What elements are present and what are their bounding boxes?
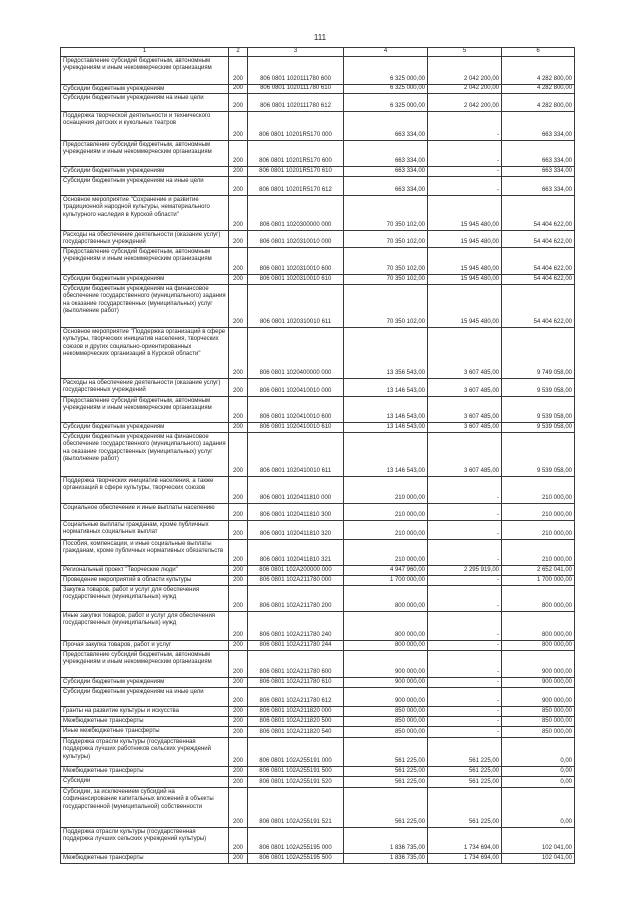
row-amount-col-5: 3 607 485,00	[428, 397, 502, 423]
row-amount-col-5: -	[428, 167, 502, 177]
row-amount-col-6: 54 404 622,00	[502, 248, 575, 275]
row-classification-code: 806 0801 1020111780 612	[248, 94, 344, 112]
row-amount-col-6: 4 282 800,00	[502, 57, 575, 85]
row-amount-col-4: 561 225,00	[344, 788, 428, 828]
row-amount-col-6: 210 000,00	[502, 504, 575, 521]
row-description: Субсидии бюджетным учреждениям	[61, 423, 229, 433]
row-amount-col-6: 54 404 622,00	[502, 285, 575, 328]
header-row	[61, 48, 575, 57]
row-amount-col-6: 800 000,00	[502, 612, 575, 641]
row-description: Субсидии, за исключением субсидий на софинансирование капитальных вложений в объекты государственной (муниципальной) собственности	[61, 788, 229, 828]
row-line-code: 200	[229, 248, 248, 275]
table-row	[61, 540, 575, 566]
row-classification-code: 806 0801 1020410010 611	[248, 433, 344, 477]
row-amount-col-5: -	[428, 141, 502, 167]
row-amount-col-5: -	[428, 576, 502, 586]
row-description: Субсидии бюджетным учреждениям на финансовое обеспечение государственного (муниципального) задания на оказание государственных (муниципальных) услуг (выполнение работ)	[61, 433, 229, 477]
table-row	[61, 85, 575, 94]
row-description: Поддержка творческих инициатив населения, а также организаций в сфере культуры, творческих союзов	[61, 477, 229, 504]
table-row	[61, 727, 575, 738]
row-amount-col-4: 900 000,00	[344, 678, 428, 688]
row-classification-code: 806 0801 102A255195 000	[248, 828, 344, 854]
table-row	[61, 57, 575, 85]
row-description: Межбюджетные трансферты	[61, 767, 229, 777]
table-row	[61, 167, 575, 177]
header-col-3: 3	[248, 48, 344, 57]
row-classification-code: 806 0801 102A211780 000	[248, 576, 344, 586]
row-line-code: 200	[229, 177, 248, 196]
header-col-2: 2	[229, 48, 248, 57]
row-amount-col-6: 102 041,00	[502, 854, 575, 864]
row-amount-col-4: 561 225,00	[344, 777, 428, 788]
row-amount-col-4: 210 000,00	[344, 477, 428, 504]
row-line-code: 200	[229, 521, 248, 540]
row-amount-col-5: 561 225,00	[428, 738, 502, 767]
row-amount-col-4: 850 000,00	[344, 727, 428, 738]
row-amount-col-5: -	[428, 477, 502, 504]
row-description: Субсидии бюджетным учреждениям на иные цели	[61, 94, 229, 112]
row-amount-col-6: 900 000,00	[502, 651, 575, 678]
row-description: Расходы на обеспечение деятельности (оказание услуг) государственных учреждений	[61, 231, 229, 248]
row-amount-col-4: 4 947 960,00	[344, 566, 428, 576]
row-amount-col-4: 210 000,00	[344, 504, 428, 521]
row-amount-col-4: 800 000,00	[344, 586, 428, 612]
row-amount-col-4: 800 000,00	[344, 612, 428, 641]
row-amount-col-6: 0,00	[502, 788, 575, 828]
table-row	[61, 285, 575, 328]
row-line-code: 200	[229, 788, 248, 828]
table-body	[61, 57, 575, 864]
row-amount-col-6: 4 282 800,00	[502, 94, 575, 112]
row-amount-col-5: -	[428, 504, 502, 521]
table-header	[61, 48, 575, 57]
table-row	[61, 641, 575, 651]
budget-table	[60, 47, 575, 864]
table-row	[61, 788, 575, 828]
row-amount-col-4: 13 146 543,00	[344, 433, 428, 477]
row-line-code: 200	[229, 231, 248, 248]
row-line-code: 200	[229, 285, 248, 328]
row-description: Иные закупки товаров, работ и услуг для обеспечения государственных (муниципальных) нужд	[61, 612, 229, 641]
row-line-code: 200	[229, 576, 248, 586]
table-row	[61, 231, 575, 248]
row-amount-col-4: 70 350 102,00	[344, 196, 428, 231]
row-amount-col-5: -	[428, 688, 502, 707]
row-amount-col-5: -	[428, 707, 502, 717]
row-classification-code: 806 0801 1020410010 600	[248, 397, 344, 423]
row-description: Гранты на развитие культуры и искусства	[61, 707, 229, 717]
row-classification-code: 806 0801 1020410010 000	[248, 379, 344, 397]
row-line-code: 200	[229, 767, 248, 777]
table-row	[61, 521, 575, 540]
row-line-code: 200	[229, 540, 248, 566]
row-description: Поддержка отрасли культуры (государственная поддержка лучших сельских учреждений культуры)	[61, 828, 229, 854]
row-amount-col-5: -	[428, 612, 502, 641]
row-amount-col-6: 800 000,00	[502, 586, 575, 612]
row-line-code: 200	[229, 651, 248, 678]
row-classification-code: 806 0801 1020111780 600	[248, 57, 344, 85]
row-amount-col-5: 3 607 485,00	[428, 328, 502, 379]
row-line-code: 200	[229, 586, 248, 612]
row-amount-col-5: 15 945 480,00	[428, 196, 502, 231]
row-amount-col-5: -	[428, 540, 502, 566]
row-amount-col-6: 9 539 058,00	[502, 379, 575, 397]
row-description: Субсидии бюджетным учреждениям	[61, 85, 229, 94]
row-line-code: 200	[229, 854, 248, 864]
row-amount-col-4: 13 146 543,00	[344, 423, 428, 433]
row-description: Поддержка творческой деятельности и технического оснащения детских и кукольных театров	[61, 112, 229, 141]
row-amount-col-4: 800 000,00	[344, 641, 428, 651]
row-classification-code: 806 0801 1020400000 000	[248, 328, 344, 379]
row-amount-col-6: 54 404 622,00	[502, 196, 575, 231]
row-classification-code: 806 0801 102A255191 521	[248, 788, 344, 828]
table-row	[61, 328, 575, 379]
row-classification-code: 806 0801 1020111780 610	[248, 85, 344, 94]
row-description: Межбюджетные трансферты	[61, 717, 229, 727]
row-amount-col-4: 561 225,00	[344, 738, 428, 767]
row-amount-col-6: 4 282 800,00	[502, 85, 575, 94]
table-row	[61, 477, 575, 504]
row-amount-col-6: 9 539 058,00	[502, 423, 575, 433]
table-row	[61, 678, 575, 688]
row-amount-col-6: 663 334,00	[502, 167, 575, 177]
row-description: Проведение мероприятий в области культуры	[61, 576, 229, 586]
row-amount-col-4: 70 350 102,00	[344, 275, 428, 285]
row-amount-col-6: 850 000,00	[502, 717, 575, 727]
table-row	[61, 651, 575, 678]
row-classification-code: 806 0801 1020410010 610	[248, 423, 344, 433]
row-description: Прочая закупка товаров, работ и услуг	[61, 641, 229, 651]
row-line-code: 200	[229, 678, 248, 688]
row-classification-code: 806 0801 1020310010 610	[248, 275, 344, 285]
row-amount-col-6: 9 539 058,00	[502, 433, 575, 477]
row-amount-col-6: 663 334,00	[502, 141, 575, 167]
row-line-code: 200	[229, 777, 248, 788]
row-classification-code: 806 0801 1020411810 320	[248, 521, 344, 540]
row-amount-col-4: 850 000,00	[344, 717, 428, 727]
row-line-code: 200	[229, 167, 248, 177]
row-amount-col-6: 54 404 622,00	[502, 275, 575, 285]
row-amount-col-4: 210 000,00	[344, 540, 428, 566]
row-classification-code: 806 0801 102A211780 600	[248, 651, 344, 678]
row-amount-col-5: 15 945 480,00	[428, 231, 502, 248]
table-row	[61, 586, 575, 612]
row-classification-code: 806 0801 102A211820 500	[248, 717, 344, 727]
row-amount-col-4: 663 334,00	[344, 177, 428, 196]
table-row	[61, 112, 575, 141]
row-line-code: 200	[229, 727, 248, 738]
row-amount-col-4: 70 350 102,00	[344, 285, 428, 328]
table-row	[61, 94, 575, 112]
row-description: Предоставление субсидий бюджетным, автономным учреждениям и иным некоммерческим организациям	[61, 248, 229, 275]
row-line-code: 200	[229, 397, 248, 423]
page-number: 111	[313, 33, 327, 42]
row-amount-col-6: 900 000,00	[502, 678, 575, 688]
row-amount-col-6: 900 000,00	[502, 688, 575, 707]
row-description: Субсидии бюджетным учреждениям	[61, 275, 229, 285]
row-classification-code: 806 0801 102A211780 200	[248, 586, 344, 612]
row-classification-code: 806 0801 10201R5170 612	[248, 177, 344, 196]
row-amount-col-4: 6 325 000,00	[344, 85, 428, 94]
row-amount-col-5: 561 225,00	[428, 788, 502, 828]
row-amount-col-4: 13 356 543,00	[344, 328, 428, 379]
row-line-code: 200	[229, 717, 248, 727]
table-row	[61, 433, 575, 477]
row-amount-col-6: 850 000,00	[502, 727, 575, 738]
table-row	[61, 576, 575, 586]
row-amount-col-6: 663 334,00	[502, 112, 575, 141]
table-row	[61, 854, 575, 864]
row-line-code: 200	[229, 141, 248, 167]
row-line-code: 200	[229, 85, 248, 94]
row-classification-code: 806 0801 1020310010 000	[248, 231, 344, 248]
row-description: Иные межбюджетные трансферты	[61, 727, 229, 738]
row-classification-code: 806 0801 1020300000 000	[248, 196, 344, 231]
row-amount-col-6: 663 334,00	[502, 177, 575, 196]
row-line-code: 200	[229, 275, 248, 285]
row-amount-col-5: -	[428, 177, 502, 196]
row-description: Субсидии	[61, 777, 229, 788]
row-amount-col-6: 850 000,00	[502, 707, 575, 717]
row-line-code: 200	[229, 433, 248, 477]
row-line-code: 200	[229, 688, 248, 707]
header-col-4: 4	[344, 48, 428, 57]
row-classification-code: 806 0801 1020310010 600	[248, 248, 344, 275]
row-line-code: 200	[229, 379, 248, 397]
row-description: Предоставление субсидий бюджетным, автономным учреждениям и иным некоммерческим организациям	[61, 57, 229, 85]
row-classification-code: 806 0801 102A200000 000	[248, 566, 344, 576]
row-amount-col-5: -	[428, 112, 502, 141]
table-row	[61, 196, 575, 231]
row-amount-col-6: 102 041,00	[502, 828, 575, 854]
row-amount-col-6: 210 000,00	[502, 521, 575, 540]
row-amount-col-4: 13 146 543,00	[344, 379, 428, 397]
row-description: Закупка товаров, работ и услуг для обеспечения государственных (муниципальных) нужд	[61, 586, 229, 612]
row-classification-code: 806 0801 1020310010 611	[248, 285, 344, 328]
header-col-1: 1	[61, 48, 229, 57]
table-row	[61, 738, 575, 767]
row-amount-col-4: 1 836 735,00	[344, 854, 428, 864]
row-line-code: 200	[229, 707, 248, 717]
row-amount-col-4: 13 146 543,00	[344, 397, 428, 423]
row-description: Социальное обеспечение и иные выплаты населению	[61, 504, 229, 521]
row-amount-col-5: -	[428, 727, 502, 738]
row-line-code: 200	[229, 94, 248, 112]
row-line-code: 200	[229, 423, 248, 433]
row-amount-col-4: 1 836 735,00	[344, 828, 428, 854]
row-amount-col-4: 70 350 102,00	[344, 248, 428, 275]
table-row	[61, 275, 575, 285]
row-amount-col-4: 663 334,00	[344, 167, 428, 177]
row-classification-code: 806 0801 102A211820 000	[248, 707, 344, 717]
row-amount-col-6: 9 749 058,00	[502, 328, 575, 379]
row-description: Субсидии бюджетным учреждениям на финансовое обеспечение государственного (муниципального) задания на оказание государственных (муниципальных) услуг (выполнение работ)	[61, 285, 229, 328]
row-amount-col-5: 3 607 485,00	[428, 379, 502, 397]
row-line-code: 200	[229, 641, 248, 651]
row-description: Региональный проект "Творческие люди"	[61, 566, 229, 576]
row-amount-col-6: 800 000,00	[502, 641, 575, 651]
row-line-code: 200	[229, 504, 248, 521]
table-row	[61, 688, 575, 707]
row-amount-col-4: 561 225,00	[344, 767, 428, 777]
row-amount-col-4: 900 000,00	[344, 651, 428, 678]
row-amount-col-5: 3 607 485,00	[428, 423, 502, 433]
row-classification-code: 806 0801 102A211820 540	[248, 727, 344, 738]
row-description: Субсидии бюджетным учреждениям	[61, 678, 229, 688]
row-amount-col-5: -	[428, 586, 502, 612]
row-line-code: 200	[229, 328, 248, 379]
row-amount-col-4: 663 334,00	[344, 141, 428, 167]
table-row	[61, 248, 575, 275]
row-amount-col-5: 561 225,00	[428, 777, 502, 788]
row-amount-col-4: 70 350 102,00	[344, 231, 428, 248]
row-amount-col-4: 900 000,00	[344, 688, 428, 707]
row-description: Предоставление субсидий бюджетным, автономным учреждениям и иным некоммерческим организациям	[61, 141, 229, 167]
row-classification-code: 806 0801 10201R5170 600	[248, 141, 344, 167]
table-row	[61, 397, 575, 423]
row-amount-col-5: 1 734 694,00	[428, 854, 502, 864]
row-classification-code: 806 0801 102A211780 244	[248, 641, 344, 651]
row-description: Субсидии бюджетным учреждениям	[61, 167, 229, 177]
row-amount-col-4: 210 000,00	[344, 521, 428, 540]
row-description: Поддержка отрасли культуры (государственная поддержка лучших работников сельских учреждений культуры)	[61, 738, 229, 767]
row-amount-col-6: 210 000,00	[502, 540, 575, 566]
row-amount-col-5: 1 734 694,00	[428, 828, 502, 854]
row-classification-code: 806 0801 102A255195 500	[248, 854, 344, 864]
table-row	[61, 777, 575, 788]
row-description: Субсидии бюджетным учреждениям на иные цели	[61, 177, 229, 196]
row-line-code: 200	[229, 566, 248, 576]
row-amount-col-4: 663 334,00	[344, 112, 428, 141]
table-row	[61, 141, 575, 167]
row-classification-code: 806 0801 102A255191 520	[248, 777, 344, 788]
row-classification-code: 806 0801 102A255191 500	[248, 767, 344, 777]
row-amount-col-5: -	[428, 641, 502, 651]
row-amount-col-5: 2 042 200,00	[428, 94, 502, 112]
table-row	[61, 566, 575, 576]
row-classification-code: 806 0801 102A211780 240	[248, 612, 344, 641]
row-description: Пособия, компенсации, и иные социальные выплаты гражданам, кроме публичных нормативных обязательств	[61, 540, 229, 566]
row-amount-col-5: 2 042 200,00	[428, 85, 502, 94]
row-classification-code: 806 0801 102A211780 610	[248, 678, 344, 688]
row-amount-col-5: -	[428, 521, 502, 540]
row-amount-col-4: 6 325 000,00	[344, 94, 428, 112]
row-amount-col-5: -	[428, 651, 502, 678]
row-amount-col-6: 0,00	[502, 767, 575, 777]
row-amount-col-5: 15 945 480,00	[428, 285, 502, 328]
row-classification-code: 806 0801 102A255191 000	[248, 738, 344, 767]
table-row	[61, 379, 575, 397]
table-row	[61, 828, 575, 854]
row-line-code: 200	[229, 57, 248, 85]
row-line-code: 200	[229, 612, 248, 641]
row-description: Основное мероприятие "Поддержка организаций в сфере культуры, творческих инициатив населения, творческих союзов и других социально-ориентированных некоммерческих организаций в Курской области"	[61, 328, 229, 379]
row-line-code: 200	[229, 738, 248, 767]
table-row	[61, 423, 575, 433]
row-amount-col-5: 2 295 919,00	[428, 566, 502, 576]
row-amount-col-6: 210 000,00	[502, 477, 575, 504]
row-classification-code: 806 0801 1020411810 000	[248, 477, 344, 504]
row-amount-col-4: 850 000,00	[344, 707, 428, 717]
row-amount-col-5: 15 945 480,00	[428, 248, 502, 275]
row-classification-code: 806 0801 1020411810 300	[248, 504, 344, 521]
row-amount-col-6: 9 539 058,00	[502, 397, 575, 423]
row-amount-col-5: 3 607 485,00	[428, 433, 502, 477]
table-row	[61, 504, 575, 521]
row-description: Социальные выплаты гражданам, кроме публичных нормативных социальных выплат	[61, 521, 229, 540]
row-description: Предоставление субсидий бюджетным, автономным учреждениям и иным некоммерческим организациям	[61, 397, 229, 423]
header-col-6: 6	[502, 48, 575, 57]
row-amount-col-5: -	[428, 717, 502, 727]
table-row	[61, 717, 575, 727]
row-line-code: 200	[229, 112, 248, 141]
row-line-code: 200	[229, 477, 248, 504]
row-amount-col-6: 1 700 000,00	[502, 576, 575, 586]
row-description: Межбюджетные трансферты	[61, 854, 229, 864]
row-classification-code: 806 0801 1020411810 321	[248, 540, 344, 566]
table-row	[61, 177, 575, 196]
row-amount-col-5: -	[428, 678, 502, 688]
header-col-5: 5	[428, 48, 502, 57]
row-classification-code: 806 0801 10201R5170 000	[248, 112, 344, 141]
row-classification-code: 806 0801 10201R5170 610	[248, 167, 344, 177]
row-amount-col-6: 0,00	[502, 738, 575, 767]
row-line-code: 200	[229, 196, 248, 231]
row-amount-col-5: 2 042 200,00	[428, 57, 502, 85]
row-description: Расходы на обеспечение деятельности (оказание услуг) государственных учреждений	[61, 379, 229, 397]
row-amount-col-4: 6 325 000,00	[344, 57, 428, 85]
row-amount-col-6: 0,00	[502, 777, 575, 788]
row-amount-col-5: 15 945 480,00	[428, 275, 502, 285]
table-row	[61, 767, 575, 777]
row-line-code: 200	[229, 828, 248, 854]
table-row	[61, 612, 575, 641]
row-description: Субсидии бюджетным учреждениям на иные цели	[61, 688, 229, 707]
row-amount-col-5: 561 225,00	[428, 767, 502, 777]
row-classification-code: 806 0801 102A211780 612	[248, 688, 344, 707]
row-amount-col-6: 2 652 041,00	[502, 566, 575, 576]
row-description: Предоставление субсидий бюджетным, автономным учреждениям и иным некоммерческим организациям	[61, 651, 229, 678]
table-row	[61, 707, 575, 717]
row-amount-col-4: 1 700 000,00	[344, 576, 428, 586]
row-amount-col-6: 54 404 622,00	[502, 231, 575, 248]
row-description: Основное мероприятие "Сохранение и развитие традиционной народной культуры, нематериального культурного наследия в Курской области"	[61, 196, 229, 231]
